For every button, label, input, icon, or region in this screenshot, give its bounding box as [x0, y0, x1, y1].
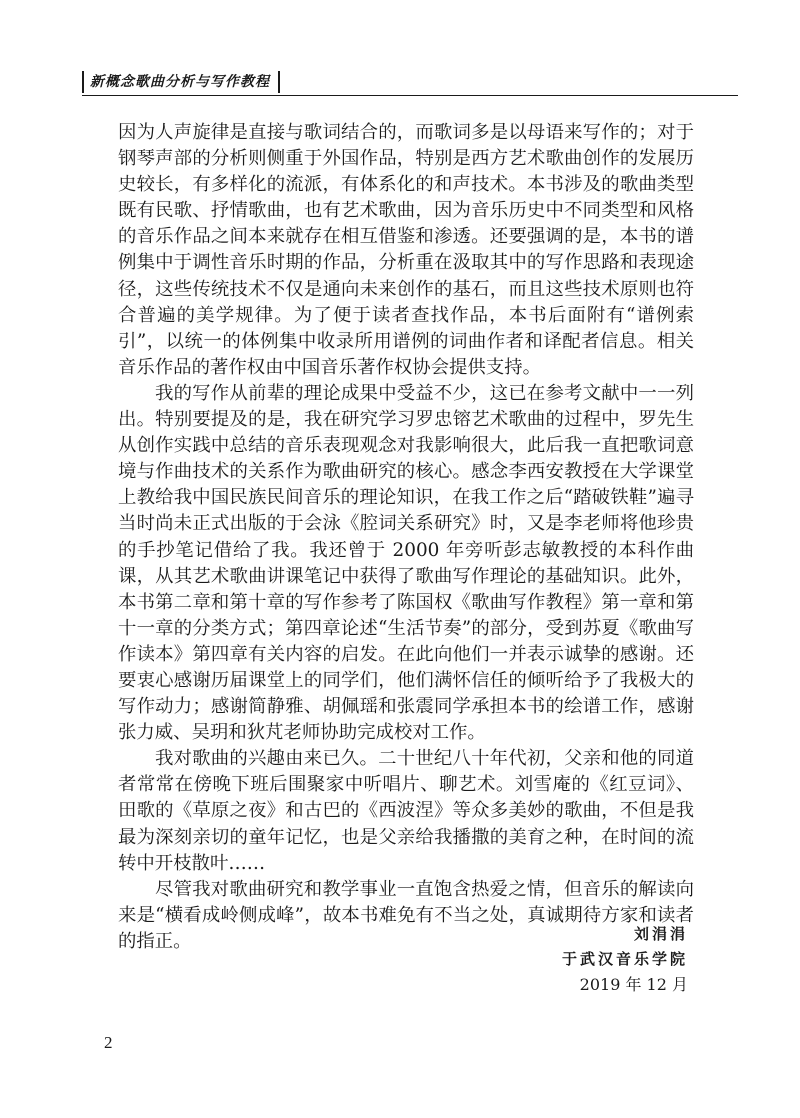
paragraph-continued: 因为人声旋律是直接与歌词结合的，而歌词多是以母语来写作的；对于钢琴声部的分析则侧重于外国作品，特别是西方艺术歌曲创作的发展历史较长，有多样化的流派，有体系化的和声技术。本书涉及的歌曲类型既有民歌、抒情歌曲，也有艺术歌曲，因为音乐历史中不同类型和风格的音乐作品之间本来就存在相互借鉴和渗透。还要强调的是，本书的谱例集中于调性音乐时期的作品，分析重在汲取其中的写作思路和表现途径，这些传统技术不仅是通向未来创作的基石，而且这些技术原则也符合普遍的美学规律。为了便于读者查找作品，本书后面附有“谱例索引”，以统一的体例集中收录所用谱例的词曲作者和译配者信息。相关音乐作品的著作权由中国音乐著作权协会提供支持。	[118, 122, 694, 378]
body-text	[118, 120, 694, 955]
running-header	[82, 71, 738, 97]
running-header-title: 新概念歌曲分析与写作教程	[82, 71, 280, 93]
signature-institution: 于武汉音乐学院	[561, 950, 688, 968]
signature-author: 刘涓涓	[633, 925, 688, 943]
signature-date: 2019 年 12 月	[579, 975, 688, 994]
paragraph-childhood-memory: 我对歌曲的兴趣由来已久。二十世纪八十年代初，父亲和他的同道者常常在傍晚下班后围聚家中听唱片、聊艺术。刘雪庵的《红豆词》、田歌的《草原之夜》和古巴的《西波涅》等众多美妙的歌曲，不但是我最为深刻亲切的童年记忆，也是父亲给我播撒的美育之种，在时间的流转中开枝散叶……	[118, 748, 694, 874]
signature-block	[562, 922, 688, 997]
paragraph-closing: 尽管我对歌曲研究和教学事业一直饱含热爱之情，但音乐的解读向来是“横看成岭侧成峰”，故本书难免有不当之处，真诚期待方家和读者的指正。	[118, 878, 694, 952]
page-number: 2	[104, 1033, 113, 1052]
header-rule	[82, 95, 738, 96]
paragraph-acknowledgements: 我的写作从前辈的理论成果中受益不少，这已在参考文献中一一列出。特别要提及的是，我在研究学习罗忠镕艺术歌曲的过程中，罗先生从创作实践中总结的音乐表现观念对我影响很大，此后我一直把歌词意境与作曲技术的关系作为歌曲研究的核心。感念李西安教授在大学课堂上教给我中国民族民间音乐的理论知识，在我工作之后“踏破铁鞋”遍寻当时尚未正式出版的于会泳《腔词关系研究》时，又是李老师将他珍贵的手抄笔记借给了我。我还曾于 2000 年旁听彭志敏教授的本科作曲课，从其艺术歌曲讲课笔记中获得了歌曲写作理论的基础知识。此外，本书第二章和第十章的写作参考了陈国权《歌曲写作教程》第一章和第十一章的分类方式；第四章论述“生活节奏”的部分，受到苏夏《歌曲写作读本》第四章有关内容的启发。在此向他们一并表示诚挚的感谢。还要衷心感谢历届课堂上的同学们，他们满怀信任的倾听给予了我极大的写作动力；感谢简静雅、胡佩瑶和张震同学承担本书的绘谱工作，感谢张力威、吴玥和狄芃老师协助完成校对工作。	[118, 382, 694, 744]
